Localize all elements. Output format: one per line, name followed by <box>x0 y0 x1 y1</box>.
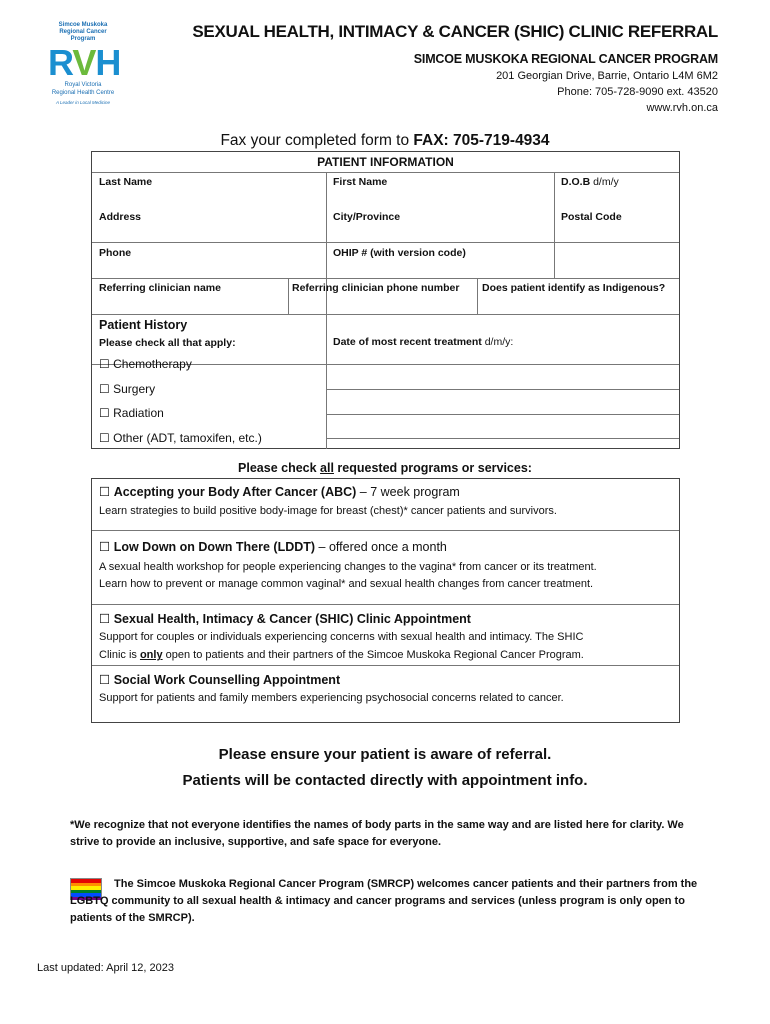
rvh-logo <box>48 22 121 106</box>
patient-history-instruction: Please check all that apply: <box>99 337 236 349</box>
program-social-work[interactable]: ☐ Social Work Counselling Appointment <box>99 673 341 687</box>
patient-information-heading: PATIENT INFORMATION <box>317 155 454 169</box>
history-option-surgery[interactable]: ☐ Surgery <box>99 382 156 396</box>
program-lddt-description-2: Learn how to prevent or manage common vaginal* and sexual health changes from cancer treatment. <box>99 578 594 590</box>
checkbox-icon[interactable]: ☐ <box>99 357 110 371</box>
address-field[interactable]: Address <box>99 211 142 223</box>
program-social-work-description: Support for patients and family members experiencing psychosocial concerns related to cancer. <box>99 692 564 704</box>
patient-information-section <box>91 151 680 449</box>
form-title: SEXUAL HEALTH, INTIMACY & CANCER (SHIC) CLINIC REFERRAL <box>192 22 718 41</box>
checkbox-icon[interactable]: ☐ <box>99 406 110 420</box>
referral-notice <box>0 742 770 794</box>
program-abc[interactable]: ☐ Accepting your Body After Cancer (ABC) – 7 week program <box>99 485 460 499</box>
fax-instruction: Fax your completed form to FAX: 705-719-4934 <box>220 132 550 149</box>
program-lddt[interactable]: ☐ Low Down on Down There (LDDT) – offered once a month <box>99 540 447 554</box>
address-line: 201 Georgian Drive, Barrie, Ontario L4M 6M2 <box>496 70 718 82</box>
fax-number: FAX: 705-719-4934 <box>413 132 550 149</box>
checkbox-icon[interactable]: ☐ <box>99 673 111 687</box>
program-shic[interactable]: ☐ Sexual Health, Intimacy & Cancer (SHIC) Clinic Appointment <box>99 612 471 626</box>
checkbox-icon[interactable]: ☐ <box>99 540 111 554</box>
referral-notice-line1: Please ensure your patient is aware of referral. <box>218 746 552 763</box>
last-name-field[interactable]: Last Name <box>99 176 153 188</box>
recent-treatment-date-field[interactable]: Date of most recent treatment d/m/y: <box>333 336 514 348</box>
history-option-other[interactable]: ☐ Other (ADT, tamoxifen, etc.) <box>99 431 262 445</box>
programs-section <box>91 478 680 723</box>
referring-clinician-phone-field[interactable]: Referring clinician phone number <box>292 282 460 294</box>
history-option-radiation[interactable]: ☐ Radiation <box>99 406 164 420</box>
phone-field[interactable]: Phone <box>99 247 132 259</box>
checkbox-icon[interactable]: ☐ <box>99 382 110 396</box>
logo-tagline: A Leader in Local Medicine <box>55 100 111 105</box>
dob-field[interactable]: D.O.B d/m/y <box>561 176 619 188</box>
ohip-field[interactable]: OHIP # (with version code) <box>333 247 466 259</box>
first-name-field[interactable]: First Name <box>333 176 388 188</box>
program-shic-description-2: Clinic is only open to patients and their partners of the Simcoe Muskoka Regional Cancer Program. <box>99 649 584 661</box>
logo-program-line2: Regional Cancer Program <box>59 29 107 42</box>
city-province-field[interactable]: City/Province <box>333 211 401 223</box>
checkbox-icon[interactable]: ☐ <box>99 612 111 626</box>
programs-heading: Please check all requested programs or services: <box>238 461 532 475</box>
patient-history-heading: Patient History <box>99 318 188 332</box>
last-updated: Last updated: April 12, 2023 <box>37 962 174 974</box>
logo-centre-line1: Royal Victoria <box>64 82 102 88</box>
indigenous-identity-field[interactable]: Does patient identify as Indigenous? <box>482 282 666 294</box>
logo-rvh: RVH <box>48 42 121 83</box>
postal-code-field[interactable]: Postal Code <box>561 211 622 223</box>
program-lddt-description-1: A sexual health workshop for people experiencing changes to the vagina* from cancer or its treatment. <box>99 561 597 573</box>
program-shic-description-1: Support for couples or individuals experiencing concerns with sexual health and intimacy. The SHIC <box>99 631 584 643</box>
web-line: www.rvh.on.ca <box>646 102 718 114</box>
referral-notice-line2: Patients will be contacted directly with appointment info. <box>182 772 588 789</box>
checkbox-icon[interactable]: ☐ <box>99 431 110 445</box>
phone-line: Phone: 705-728-9090 ext. 43520 <box>557 86 718 98</box>
body-parts-note: *We recognize that not everyone identifies the names of body parts in the same way and are listed here for clarity. We strive to provide an inclusive, supportive, and safe space for everyone. <box>70 819 684 848</box>
logo-program-line1: Simcoe Muskoka <box>58 22 108 28</box>
logo-centre-line2: Regional Health Centre <box>51 90 115 96</box>
history-option-chemotherapy[interactable]: ☐ Chemotherapy <box>99 357 192 371</box>
form-subtitle: SIMCOE MUSKOKA REGIONAL CANCER PROGRAM <box>413 52 718 66</box>
checkbox-icon[interactable]: ☐ <box>99 485 111 499</box>
lgbtq-welcome-statement: The Simcoe Muskoka Regional Cancer Program (SMRCP) welcomes cancer patients and their partners from the LGBTQ community to all sexual health & intimacy and cancer programs and services (unless program is only open to patients of the SMRCP). <box>70 878 698 924</box>
form-header <box>192 22 718 114</box>
program-abc-description: Learn strategies to build positive body-image for breast (chest)* cancer patients and survivors. <box>99 505 557 517</box>
referring-clinician-name-field[interactable]: Referring clinician name <box>99 282 221 294</box>
